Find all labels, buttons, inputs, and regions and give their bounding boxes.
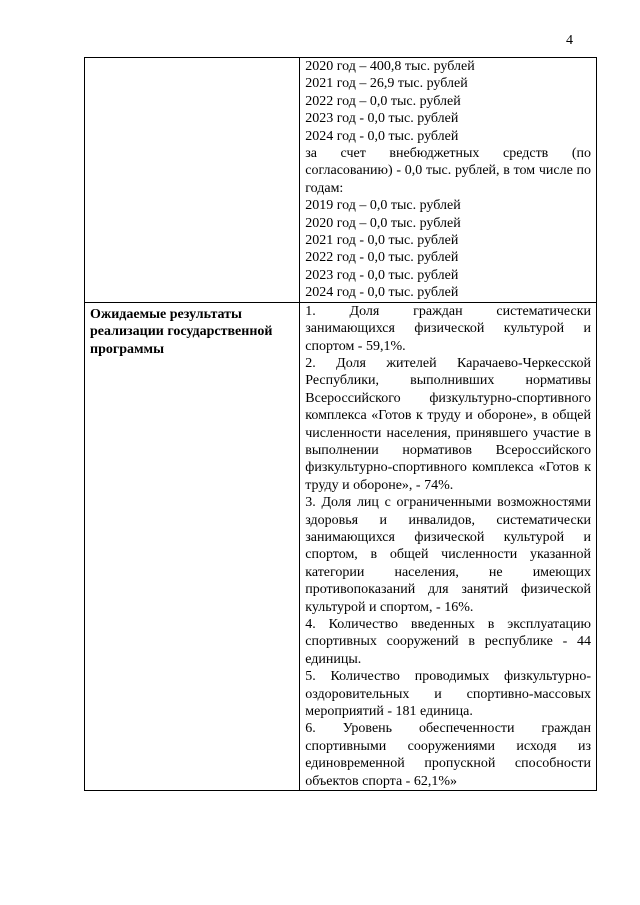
extrabudgetary-intro: за счет внебюджетных средств (по согласованию) - 0,0 тыс. рублей, в том числе по годам: (305, 146, 591, 196)
extrabudgetary-line: 2024 год - 0,0 тыс. рублей (305, 285, 459, 301)
extrabudgetary-line: 2020 год – 0,0 тыс. рублей (305, 215, 461, 231)
result-item: 6. Уровень обеспеченности граждан спортивными сооружениями исходя из единовременной пропускной способности объектов спорта - 62,1%» (305, 721, 591, 789)
budget-line: 2023 год - 0,0 тыс. рублей (305, 111, 459, 127)
funding-values-cell (300, 58, 597, 303)
budget-line: 2024 год - 0,0 тыс. рублей (305, 128, 459, 144)
result-item: 5. Количество проводимых физкультурно-оздоровительных и спортивно-массовых мероприятий - 181 единица. (305, 669, 591, 720)
budget-line: 2020 год – 400,8 тыс. рублей (305, 59, 475, 74)
extrabudgetary-line: 2023 год - 0,0 тыс. рублей (305, 267, 459, 283)
budget-line: 2021 год – 26,9 тыс. рублей (305, 76, 468, 92)
program-passport-table (84, 57, 597, 791)
expected-results-cell (300, 302, 597, 790)
result-item: 1. Доля граждан систематически занимающихся физической культурой и спортом - 59,1%. (305, 303, 591, 354)
extrabudgetary-line: 2022 год - 0,0 тыс. рублей (305, 250, 459, 266)
table-row-funding (85, 58, 597, 303)
funding-label-cell (85, 58, 300, 303)
result-item: 3. Доля лиц с ограниченными возможностями здоровья и инвалидов, систематически занимающихся физической культурой и спортом, в общей численности указанной категории населения, не имеющих противопоказаний для занятий физической культурой и спортом, - 16%. (305, 495, 591, 615)
extrabudgetary-line: 2021 год - 0,0 тыс. рублей (305, 233, 459, 249)
page-number: 4 (566, 33, 573, 48)
extrabudgetary-line: 2019 год – 0,0 тыс. рублей (305, 198, 461, 214)
budget-line: 2022 год – 0,0 тыс. рублей (305, 93, 461, 109)
expected-results-label: Ожидаемые результаты реализации государственной программы (90, 306, 273, 357)
expected-results-label-cell (85, 302, 300, 790)
result-item: 2. Доля жителей Карачаево-Черкесской Республики, выполнивших нормативы Всероссийского физкультурно-спортивного комплекса «Готов к труду и обороне», в общей численности населения, принявшего участие в выполнении нормативов Всероссийского физкультурно-спортивного комплекса «Готов к труду и обороне», - 74%. (305, 355, 591, 493)
result-item: 4. Количество введенных в эксплуатацию спортивных сооружений в республике - 44 единицы. (305, 617, 591, 667)
table-row-expected-results (85, 302, 597, 790)
